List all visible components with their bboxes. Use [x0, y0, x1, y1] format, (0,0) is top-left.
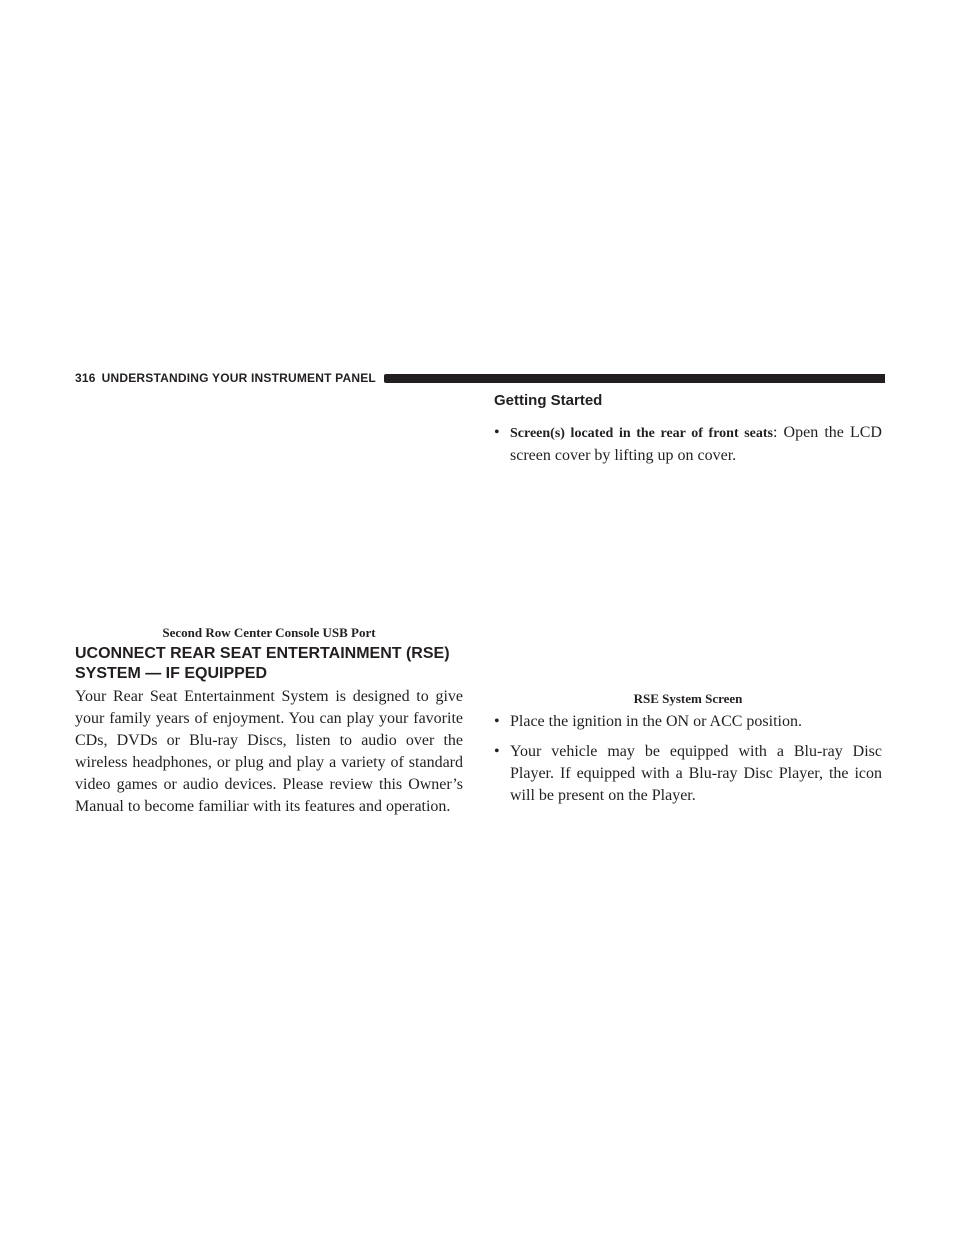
rse-heading-line2: SYSTEM — IF EQUIPPED — [75, 665, 268, 682]
bullet-bluray-text: Your vehicle may be equipped with a Blu-ray Disc Player. If equipped with a Blu-ray Disc Player, the icon will be present on the Player. — [510, 743, 882, 804]
section-title: UNDERSTANDING YOUR INSTRUMENT PANEL — [101, 371, 376, 385]
bullet-ignition — [494, 711, 882, 733]
figure-caption-rse-screen: RSE System Screen — [633, 691, 743, 706]
bullet-screens-text: : Open the LCD screen cover by lifting up on cover. — [510, 424, 882, 464]
figure-caption-usb-port: Second Row Center Console USB Port — [162, 625, 376, 640]
page-header — [75, 370, 885, 386]
bullet-ignition-text: Place the ignition in the ON or ACC position. — [510, 713, 802, 730]
bullet-icon: • — [494, 424, 500, 441]
bullet-bluray — [494, 741, 882, 807]
getting-started-heading: Getting Started — [494, 392, 603, 409]
bullet-screens — [494, 422, 882, 467]
rse-heading-line1: UCONNECT REAR SEAT ENTERTAINMENT (RSE) — [75, 645, 450, 662]
header-rule — [384, 374, 885, 383]
bullet-icon: • — [494, 713, 500, 730]
page-number: 316 — [75, 371, 96, 385]
bullet-icon: • — [494, 743, 500, 760]
bullet-screens-bold: Screen(s) located in the rear of front seats — [510, 426, 773, 441]
rse-heading — [75, 644, 475, 684]
rse-intro-paragraph: Your Rear Seat Entertainment System is designed to give your family years of enjoyment. You can play your favorite CDs, DVDs or Blu-ray Discs, listen to audio over the wireless headphones, or plug and play a variety of standard video games or audio devices. Please review this Owner’s Manual to become familiar with its features and operation. — [75, 688, 463, 815]
